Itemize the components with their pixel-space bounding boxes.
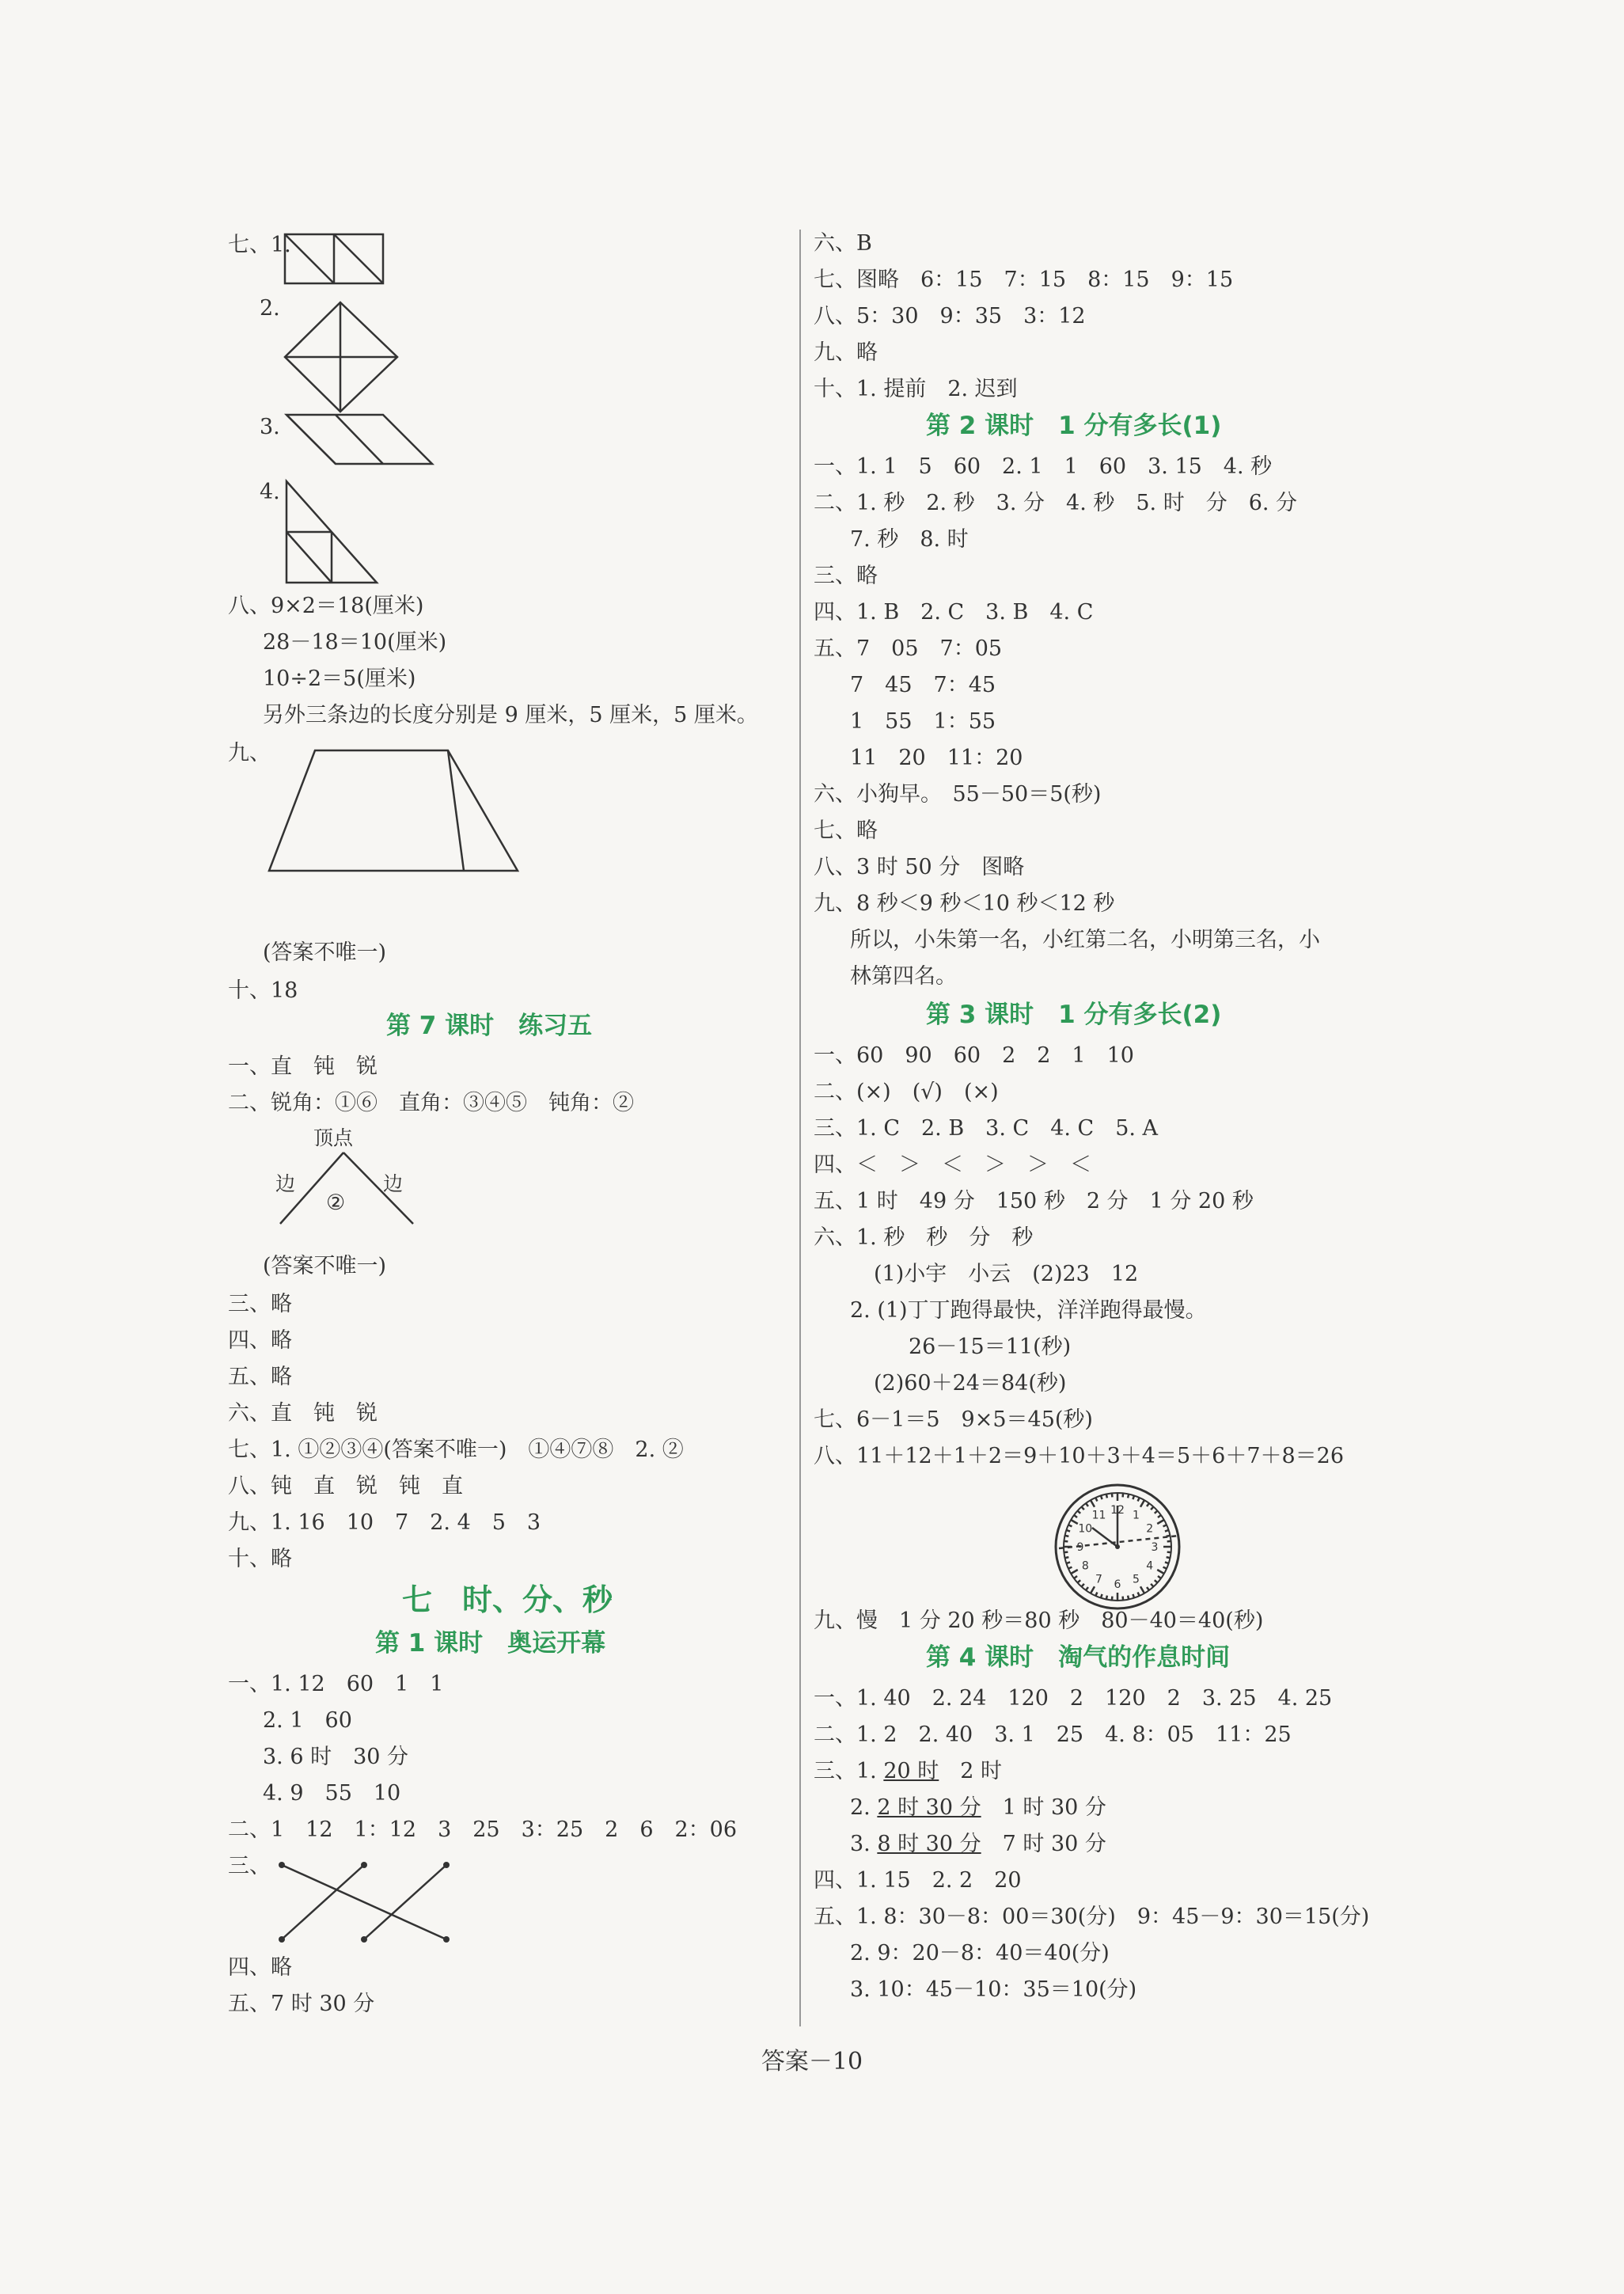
l1-line-4: 4. 9 55 10 <box>263 1781 401 1806</box>
lesson-1-title: 第 1 课时 奥运开幕 <box>375 1629 606 1658</box>
l4-line-6: 四、1. 15 2. 2 20 <box>814 1868 1022 1893</box>
answer-jiu-note: (答案不唯一) <box>263 940 387 965</box>
l3-line-10: (2)60＋24＝84(秒) <box>874 1371 1067 1396</box>
l7-line-9: 九、1. 16 10 7 2. 4 5 3 <box>228 1510 541 1535</box>
l2-line-9: 11 20 11：20 <box>850 746 1023 770</box>
clock-tick <box>1086 1587 1088 1590</box>
clock-tick <box>1074 1576 1077 1578</box>
clock-tick <box>1140 1586 1144 1593</box>
clock-tick <box>1158 1576 1161 1578</box>
l7-line-7: 七、1. ①②③④(答案不唯一) ①④⑦⑧ 2. ② <box>228 1438 684 1462</box>
l2-line-14: 所以，小朱第一名，小红第二名，小明第三名，小 <box>850 928 1320 952</box>
answer-ba-4: 另外三条边的长度分别是 9 厘米，5 厘米，5 厘米。 <box>263 703 758 727</box>
figure-trapezoid <box>268 749 521 874</box>
clock-number: 2 <box>1146 1522 1154 1536</box>
clock-tick <box>1123 1597 1124 1601</box>
clock-tick <box>1123 1493 1124 1497</box>
clock-tick <box>1106 1494 1107 1498</box>
l2-line-3: 7. 秒 8. 时 <box>850 527 969 552</box>
lesson-7-title: 第 7 课时 练习五 <box>386 1012 593 1040</box>
clock-number: 7 <box>1095 1573 1102 1586</box>
answer-qi-1-label: 七、1. <box>228 233 291 257</box>
clock-number: 6 <box>1114 1578 1121 1591</box>
clock-number: 10 <box>1078 1522 1093 1536</box>
l1-line-1: 一、1. 12 60 1 1 <box>228 1672 444 1696</box>
answer-jiu-label: 九、 <box>228 741 271 765</box>
l2-line-7: 7 45 7：45 <box>850 673 996 697</box>
clock-tick <box>1081 1584 1083 1587</box>
clock-tick <box>1081 1506 1083 1510</box>
clock-tick <box>1165 1562 1169 1563</box>
clock-tick <box>1157 1570 1164 1574</box>
l2-line-2: 二、1. 秒 2. 秒 3. 分 4. 秒 5. 时 分 6. 分 <box>814 491 1298 515</box>
l3-line-8: 2. (1)丁丁跑得最快，洋洋跑得最慢。 <box>850 1298 1207 1323</box>
clock-tick <box>1138 1498 1140 1502</box>
clock-tick <box>1095 1498 1097 1502</box>
l2-line-11: 七、略 <box>814 818 878 843</box>
l4-line-4: 2. 2 时 30 分 1 时 30 分 <box>850 1795 1106 1820</box>
clock-tick <box>1064 1552 1068 1553</box>
l3-line-2: 二、(×) (√) (×) <box>814 1080 999 1104</box>
clock-tick <box>1101 1495 1102 1499</box>
figure-two-squares <box>283 233 386 285</box>
l7-note: (答案不唯一) <box>263 1254 387 1278</box>
l4-line-8: 2. 9：20－8：40＝40(分) <box>850 1941 1110 1965</box>
clock-figure <box>1053 1482 1182 1612</box>
l2-line-5: 四、1. B 2. C 3. B 4. C <box>814 600 1094 625</box>
clock-tick <box>1163 1525 1167 1526</box>
clock-number: 9 <box>1076 1541 1084 1554</box>
l4-line-2: 二、1. 2 2. 40 3. 1 25 4. 8：05 11：25 <box>814 1722 1292 1747</box>
l1-line-7: 四、略 <box>228 1955 292 1980</box>
clock-tick <box>1147 1587 1149 1590</box>
clock-tick <box>1071 1570 1078 1574</box>
l2-line-6: 五、7 05 7：05 <box>814 636 1003 661</box>
r-top-4: 九、略 <box>814 340 878 365</box>
clock-tick <box>1066 1530 1070 1532</box>
answer-ba-3: 10÷2＝5(厘米) <box>263 667 416 691</box>
clock-tick <box>1167 1557 1171 1558</box>
figure-parallelogram <box>285 413 435 467</box>
l4-line-9: 3. 10：45－10：35＝10(分) <box>850 1977 1137 2002</box>
clock-tick <box>1140 1500 1144 1507</box>
l2-line-15: 林第四名。 <box>850 964 957 989</box>
clock-tick <box>1064 1541 1068 1542</box>
l3-line-12: 八、11＋12＋1＋2＝9＋10＋3＋4＝5＋6＋7＋8＝26 <box>814 1444 1345 1468</box>
l1-line-3: 3. 6 时 30 分 <box>263 1745 409 1769</box>
clock-tick <box>1133 1594 1134 1598</box>
l3-line-11: 七、6－1＝5 9×5＝45(秒) <box>814 1407 1093 1432</box>
answer-qi-2-label: 2. <box>260 296 280 321</box>
clock-tick <box>1071 1520 1078 1524</box>
clock-tick <box>1163 1567 1167 1569</box>
clock-tick <box>1133 1495 1134 1499</box>
l4-line-7: 五、1. 8：30－8：00＝30(分) 9：45－9：30＝15(分) <box>814 1905 1370 1929</box>
l1-line-8: 五、7 时 30 分 <box>228 1992 375 2016</box>
clock-number: 8 <box>1081 1559 1089 1573</box>
r-top-2: 七、图略 6：15 7：15 8：15 9：15 <box>814 268 1234 292</box>
clock-tick <box>1165 1530 1169 1532</box>
page-footer: 答案－10 <box>761 2048 863 2076</box>
clock-tick <box>1086 1503 1088 1506</box>
answer-shi: 十、18 <box>228 978 298 1003</box>
angle-vertex-label: 顶点 <box>313 1126 354 1149</box>
figure-triangle <box>285 480 380 586</box>
clock-number: 11 <box>1091 1509 1106 1522</box>
l2-line-4: 三、略 <box>814 564 878 588</box>
l3-line-4: 四、＜ ＞ ＜ ＞ ＞ ＜ <box>814 1153 1091 1177</box>
l4-line-5: 3. 8 时 30 分 7 时 30 分 <box>850 1832 1106 1856</box>
l2-line-8: 1 55 1：55 <box>850 709 996 734</box>
figure-rhombus <box>283 301 399 413</box>
angle-mark: ② <box>326 1191 346 1215</box>
clock-tick <box>1167 1541 1171 1542</box>
clock-tick <box>1095 1593 1097 1597</box>
l3-line-3: 三、1. C 2. B 3. C 4. C 5. A <box>814 1116 1159 1141</box>
clock-tick <box>1158 1515 1161 1517</box>
clock-tick <box>1151 1506 1153 1510</box>
l7-line-3: 三、略 <box>228 1292 292 1316</box>
l7-line-4: 四、略 <box>228 1328 292 1353</box>
clock-tick <box>1066 1562 1070 1563</box>
l3-line-7: (1)小宇 小云 (2)23 12 <box>874 1262 1139 1286</box>
clock-tick <box>1077 1510 1080 1513</box>
figure-matching-lines <box>279 1860 453 1947</box>
l7-line-2: 二、锐角：①⑥ 直角：③④⑤ 钝角：② <box>228 1091 634 1115</box>
clock-tick <box>1128 1596 1129 1600</box>
clock-tick <box>1101 1594 1102 1598</box>
lesson-4-title: 第 4 课时 淘气的作息时间 <box>926 1643 1231 1672</box>
r-top-3: 八、5：30 9：35 3：12 <box>814 304 1086 329</box>
l1-line-2: 2. 1 60 <box>263 1708 352 1733</box>
l1-line-6: 三、 <box>228 1854 271 1878</box>
clock-tick <box>1068 1525 1072 1526</box>
lesson-2-title: 第 2 课时 1 分有多长(1) <box>926 412 1222 440</box>
r-top-1: 六、B <box>814 231 872 256</box>
clock-tick <box>1112 1597 1113 1601</box>
clock-tick <box>1074 1515 1077 1517</box>
l2-line-12: 八、3 时 50 分 图略 <box>814 855 1025 879</box>
clock-tick <box>1155 1580 1158 1582</box>
clock-tick <box>1151 1584 1153 1587</box>
l4-line-1: 一、1. 40 2. 24 120 2 120 2 3. 25 4. 25 <box>814 1686 1333 1711</box>
clock-tick <box>1138 1593 1140 1597</box>
l3-line-6: 六、1. 秒 秒 分 秒 <box>814 1225 1034 1250</box>
unit-title: 七 时、分、秒 <box>402 1582 613 1617</box>
answer-ba-2: 28－18＝10(厘米) <box>263 630 447 655</box>
answer-qi-3-label: 3. <box>260 415 280 439</box>
answer-qi-4-label: 4. <box>260 480 280 504</box>
clock-number: 3 <box>1151 1541 1159 1554</box>
clock-tick <box>1157 1520 1164 1524</box>
l3-line-5: 五、1 时 49 分 150 秒 2 分 1 分 20 秒 <box>814 1189 1254 1213</box>
l7-line-6: 六、直 钝 锐 <box>228 1401 378 1426</box>
l7-line-1: 一、直 钝 锐 <box>228 1054 378 1079</box>
clock-number: 12 <box>1110 1504 1125 1517</box>
l3-line-1: 一、60 90 60 2 2 1 10 <box>814 1043 1134 1068</box>
clock-tick <box>1064 1557 1068 1558</box>
angle-side-right: 边 <box>383 1172 404 1195</box>
l7-line-8: 八、钝 直 锐 钝 直 <box>228 1474 463 1498</box>
clock-number: 5 <box>1133 1573 1140 1586</box>
l1-line-5: 二、1 12 1：12 3 25 3：25 2 6 2：06 <box>228 1817 738 1842</box>
l3-line-9: 26－15＝11(秒) <box>909 1335 1072 1359</box>
clock-tick <box>1091 1500 1095 1507</box>
clock-tick <box>1068 1567 1072 1569</box>
clock-tick <box>1147 1503 1149 1506</box>
l7-line-5: 五、略 <box>228 1365 292 1389</box>
l7-line-10: 十、略 <box>228 1547 292 1571</box>
l2-line-1: 一、1. 1 5 60 2. 1 1 60 3. 15 4. 秒 <box>814 454 1273 479</box>
clock-tick <box>1112 1493 1113 1497</box>
column-divider <box>799 230 801 2026</box>
lesson-3-title: 第 3 课时 1 分有多长(2) <box>926 1001 1222 1029</box>
l3-line-13: 九、慢 1 分 20 秒＝80 秒 80－40＝40(秒) <box>814 1608 1264 1633</box>
clock-number: 4 <box>1146 1559 1154 1573</box>
clock-tick <box>1077 1580 1080 1582</box>
clock-tick <box>1106 1596 1107 1600</box>
l4-line-3: 三、1. 20 时 2 时 <box>814 1759 1003 1783</box>
clock-tick <box>1128 1494 1129 1498</box>
r-top-5: 十、1. 提前 2. 迟到 <box>814 377 1018 401</box>
clock-tick <box>1155 1510 1158 1513</box>
clock-tick <box>1167 1552 1171 1553</box>
l2-line-10: 六、小狗早。 55－50＝5(秒) <box>814 782 1102 807</box>
answer-ba-1: 八、9×2＝18(厘米) <box>228 594 424 618</box>
angle-side-left: 边 <box>275 1172 296 1195</box>
clock-tick <box>1091 1586 1095 1593</box>
clock-number: 1 <box>1133 1509 1140 1522</box>
l2-line-13: 九、8 秒＜9 秒＜10 秒＜12 秒 <box>814 891 1115 916</box>
